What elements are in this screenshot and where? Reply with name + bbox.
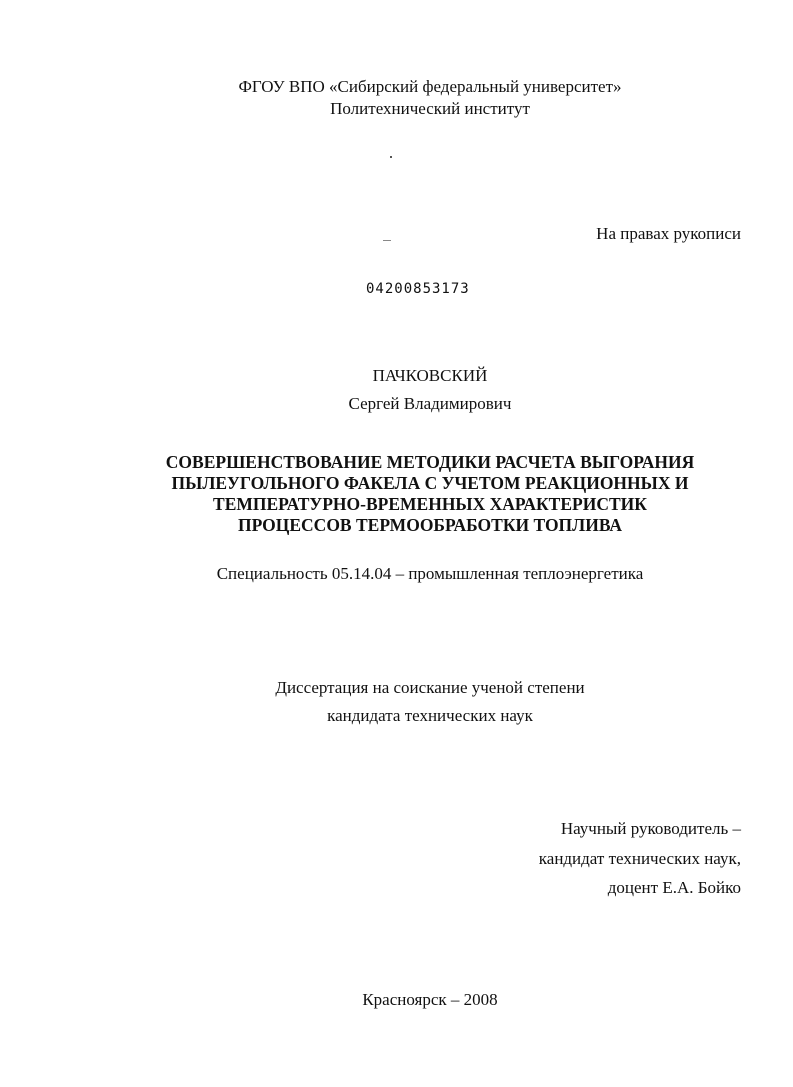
- author-given-names: Сергей Владимирович: [348, 394, 512, 413]
- title-line-2: ПЫЛЕУГОЛЬНОГО ФАКЕЛА С УЧЕТОМ РЕАКЦИОННЫХ И: [171, 473, 689, 493]
- title-line-3: ТЕМПЕРАТУРНО-ВРЕМЕННЫХ ХАРАКТЕРИСТИК: [213, 494, 647, 514]
- rights-note: На правах рукописи: [596, 224, 741, 243]
- author-surname: ПАЧКОВСКИЙ: [372, 366, 488, 385]
- place-year: Красноярск – 2008: [362, 990, 498, 1009]
- supervisor-line-1: Научный руководитель –: [560, 819, 741, 838]
- supervisor-line-2: кандидат технических наук,: [538, 849, 741, 868]
- degree-line-2: кандидата технических наук: [327, 706, 533, 725]
- degree-line-1: Диссертация на соискание ученой степени: [275, 678, 585, 697]
- institute-name: Политехнический институт: [330, 99, 530, 118]
- registration-number: 04200853173: [366, 281, 470, 297]
- specialty: Специальность 05.14.04 – промышленная теплоэнергетика: [216, 564, 644, 583]
- title-line-4: ПРОЦЕССОВ ТЕРМООБРАБОТКИ ТОПЛИВА: [237, 515, 623, 535]
- scan-speck: [390, 156, 392, 158]
- supervisor-line-3: доцент Е.А. Бойко: [607, 878, 741, 897]
- scan-speck: [383, 240, 391, 241]
- institution-name: ФГОУ ВПО «Сибирский федеральный университет»: [238, 77, 622, 96]
- title-line-1: СОВЕРШЕНСТВОВАНИЕ МЕТОДИКИ РАСЧЕТА ВЫГОРАНИЯ: [165, 452, 695, 472]
